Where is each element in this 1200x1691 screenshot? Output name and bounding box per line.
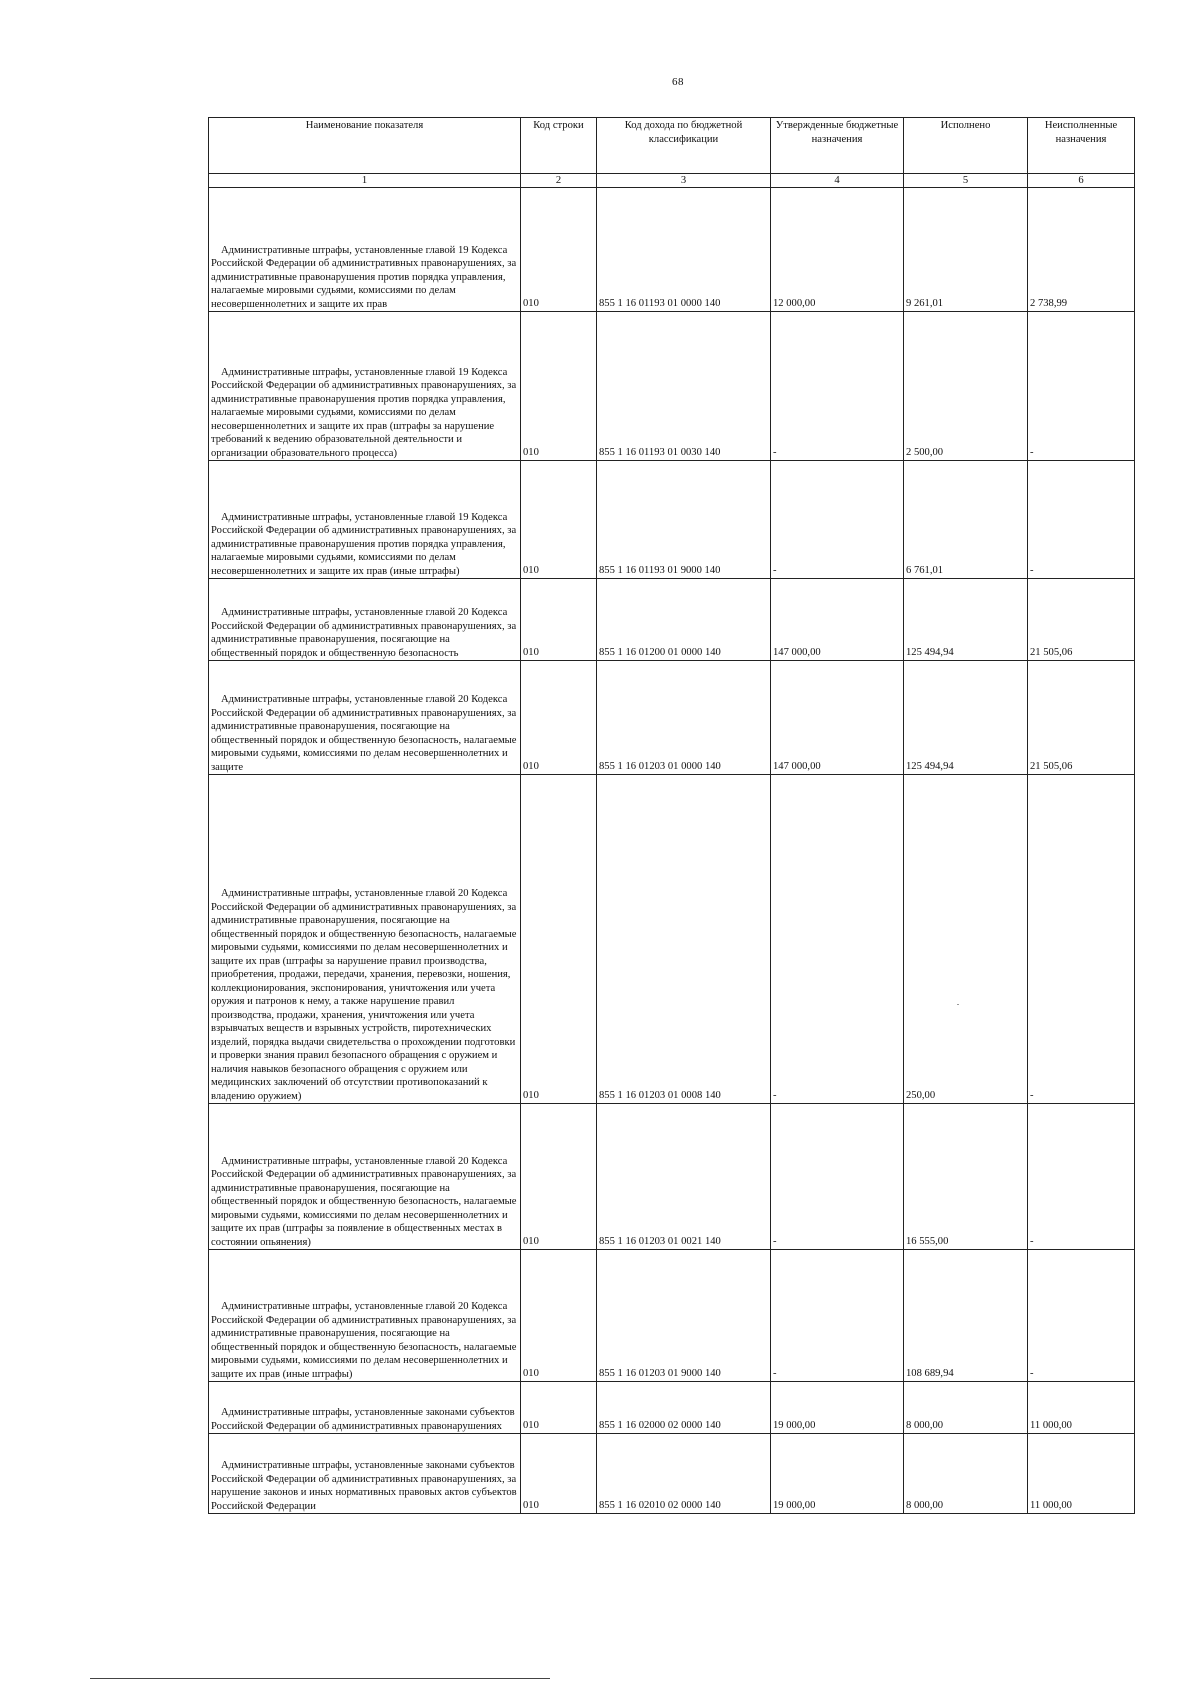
executed-amount: 6 761,01: [904, 461, 1028, 579]
income-code: 855 1 16 01200 01 0000 140: [597, 579, 771, 661]
executed-amount: 125 494,94: [904, 579, 1028, 661]
table-row: [209, 312, 1135, 461]
budget-income-table: [208, 117, 1135, 1514]
indicator-name: Административные штрафы, установленные главой 19 Кодекса Российской Федерации об административных правонарушениях, за административные правонарушения против порядка управления, налагаемые мировыми судьями, комиссиями по делам несовершеннолетних и защите их прав: [209, 188, 521, 312]
line-code: 010: [521, 661, 597, 775]
line-code: 010: [521, 1434, 597, 1514]
income-code: 855 1 16 01193 01 9000 140: [597, 461, 771, 579]
scan-speck: [957, 1004, 959, 1005]
income-code: 855 1 16 01203 01 9000 140: [597, 1250, 771, 1382]
column-number: 3: [597, 174, 771, 188]
table-row: [209, 1434, 1135, 1514]
page-number: 68: [672, 76, 684, 88]
header-approved: Утвержденные бюджетные назначения: [771, 118, 904, 174]
column-number: 6: [1028, 174, 1135, 188]
line-code: 010: [521, 188, 597, 312]
column-number: 2: [521, 174, 597, 188]
table-row: [209, 661, 1135, 775]
income-code: 855 1 16 01193 01 0030 140: [597, 312, 771, 461]
income-code: 855 1 16 02010 02 0000 140: [597, 1434, 771, 1514]
line-code: 010: [521, 312, 597, 461]
approved-amount: 19 000,00: [771, 1382, 904, 1434]
unexecuted-amount: -: [1028, 312, 1135, 461]
approved-amount: -: [771, 1250, 904, 1382]
approved-amount: 147 000,00: [771, 661, 904, 775]
indicator-name: Административные штрафы, установленные главой 20 Кодекса Российской Федерации об административных правонарушениях, за административные правонарушения, посягающие на общественный порядок и общественную безопасность, налагаемые мировыми судьями, комиссиями по делам несовершеннолетних и защите их прав (иные штрафы): [209, 1250, 521, 1382]
table-row: [209, 1382, 1135, 1434]
header-line-code: Код строки: [521, 118, 597, 174]
table-row: [209, 461, 1135, 579]
header-income-code: Код дохода по бюджетной классификации: [597, 118, 771, 174]
indicator-name: Административные штрафы, установленные главой 20 Кодекса Российской Федерации об административных правонарушениях, за административные правонарушения, посягающие на общественный порядок и общественную безопасность, налагаемые мировыми судьями, комиссиями по делам несовершеннолетних и защите их прав (штрафы за нарушение правил производства, приобретения, продажи, передачи, хранения, перевозки, ношения, коллекционирования, экспонирования, уничтожения или учета оружия и патронов к нему, а также нарушение правил производства, продажи, хранения, уничтожения или учета взрывчатых веществ и взрывных устройств, пиротехнических изделий, порядка выдачи свидетельства о прохождении подготовки и проверки знания правил безопасного обращения с оружием и наличия навыков безопасного обращения с оружием или медицинских заключений об отсутствии противопоказаний к владению оружием): [209, 775, 521, 1104]
footer-rule: [90, 1678, 550, 1679]
column-number: 5: [904, 174, 1028, 188]
indicator-name: Административные штрафы, установленные главой 19 Кодекса Российской Федерации об административных правонарушениях, за административные правонарушения против порядка управления, налагаемые мировыми судьями, комиссиями по делам несовершеннолетних и защите их прав (иные штрафы): [209, 461, 521, 579]
indicator-name: Административные штрафы, установленные законами субъектов Российской Федерации об административных правонарушениях, за нарушение законов и иных нормативных правовых актов субъектов Российской Федерации: [209, 1434, 521, 1514]
income-code: 855 1 16 01193 01 0000 140: [597, 188, 771, 312]
unexecuted-amount: 11 000,00: [1028, 1434, 1135, 1514]
indicator-name: Административные штрафы, установленные главой 20 Кодекса Российской Федерации об административных правонарушениях, за административные правонарушения, посягающие на общественный порядок и общественную безопасность: [209, 579, 521, 661]
indicator-name: Административные штрафы, установленные главой 20 Кодекса Российской Федерации об административных правонарушениях, за административные правонарушения, посягающие на общественный порядок и общественную безопасность, налагаемые мировыми судьями, комиссиями по делам несовершеннолетних и защите их прав (штрафы за появление в общественных местах в состоянии опьянения): [209, 1104, 521, 1250]
unexecuted-amount: -: [1028, 461, 1135, 579]
table-row: [209, 1250, 1135, 1382]
header-unexecuted: Неисполненные назначения: [1028, 118, 1135, 174]
unexecuted-amount: 11 000,00: [1028, 1382, 1135, 1434]
indicator-name: Административные штрафы, установленные главой 19 Кодекса Российской Федерации об административных правонарушениях, за административные правонарушения против порядка управления, налагаемые мировыми судьями, комиссиями по делам несовершеннолетних и защите их прав (штрафы за нарушение требований к ведению образовательной деятельности и организации образовательного процесса): [209, 312, 521, 461]
line-code: 010: [521, 1104, 597, 1250]
header-executed: Исполнено: [904, 118, 1028, 174]
table-header-row: [209, 118, 1135, 174]
income-code: 855 1 16 02000 02 0000 140: [597, 1382, 771, 1434]
line-code: 010: [521, 461, 597, 579]
line-code: 010: [521, 579, 597, 661]
income-code: 855 1 16 01203 01 0000 140: [597, 661, 771, 775]
approved-amount: -: [771, 312, 904, 461]
executed-amount: 250,00: [904, 775, 1028, 1104]
column-number-row: [209, 174, 1135, 188]
unexecuted-amount: 21 505,06: [1028, 661, 1135, 775]
approved-amount: -: [771, 461, 904, 579]
executed-amount: 16 555,00: [904, 1104, 1028, 1250]
executed-amount: 8 000,00: [904, 1434, 1028, 1514]
indicator-name: Административные штрафы, установленные главой 20 Кодекса Российской Федерации об административных правонарушениях, за административные правонарушения, посягающие на общественный порядок и общественную безопасность, налагаемые мировыми судьями, комиссиями по делам несовершеннолетних и защите: [209, 661, 521, 775]
unexecuted-amount: -: [1028, 1104, 1135, 1250]
unexecuted-amount: -: [1028, 1250, 1135, 1382]
line-code: 010: [521, 775, 597, 1104]
unexecuted-amount: -: [1028, 775, 1135, 1104]
unexecuted-amount: 21 505,06: [1028, 579, 1135, 661]
column-number: 4: [771, 174, 904, 188]
table-row: [209, 579, 1135, 661]
column-number: 1: [209, 174, 521, 188]
line-code: 010: [521, 1250, 597, 1382]
executed-amount: 125 494,94: [904, 661, 1028, 775]
approved-amount: -: [771, 775, 904, 1104]
header-indicator-name: Наименование показателя: [209, 118, 521, 174]
income-code: 855 1 16 01203 01 0021 140: [597, 1104, 771, 1250]
unexecuted-amount: 2 738,99: [1028, 188, 1135, 312]
income-code: 855 1 16 01203 01 0008 140: [597, 775, 771, 1104]
table-row: [209, 188, 1135, 312]
approved-amount: -: [771, 1104, 904, 1250]
approved-amount: 19 000,00: [771, 1434, 904, 1514]
indicator-name: Административные штрафы, установленные законами субъектов Российской Федерации об административных правонарушениях: [209, 1382, 521, 1434]
table-row: [209, 775, 1135, 1104]
executed-amount: 8 000,00: [904, 1382, 1028, 1434]
executed-amount: 2 500,00: [904, 312, 1028, 461]
approved-amount: 147 000,00: [771, 579, 904, 661]
table-row: [209, 1104, 1135, 1250]
line-code: 010: [521, 1382, 597, 1434]
approved-amount: 12 000,00: [771, 188, 904, 312]
executed-amount: 9 261,01: [904, 188, 1028, 312]
executed-amount: 108 689,94: [904, 1250, 1028, 1382]
